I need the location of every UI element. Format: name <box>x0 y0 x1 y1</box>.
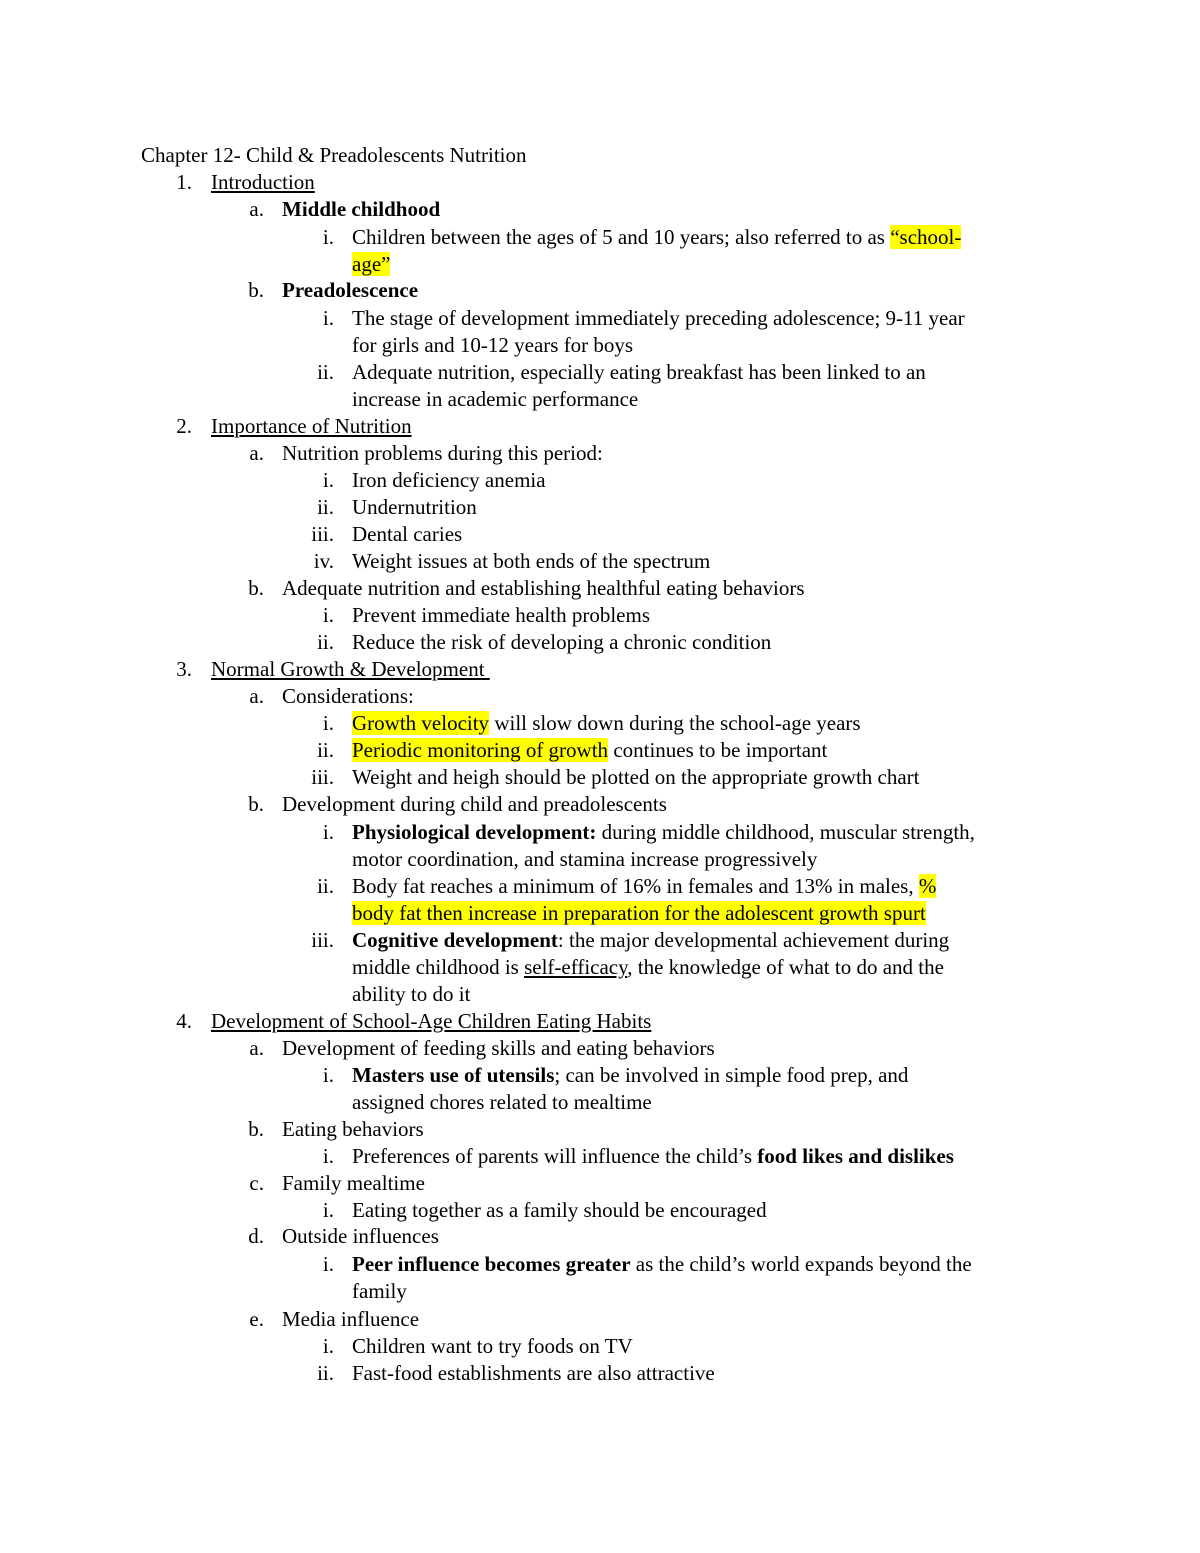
item-line: increase in academic performance <box>352 387 639 411</box>
list-item: Eating together as a family should be encouraged <box>352 1198 767 1222</box>
list-marker: i. <box>322 1198 334 1222</box>
item-text: Children between the ages of 5 and 10 years; also referred to as <box>352 225 891 249</box>
list-item <box>352 359 926 413</box>
item-text: ; can be involved in simple food prep, and <box>554 1063 909 1087</box>
list-marker: i. <box>322 1063 334 1087</box>
section-heading-normal-growth: Normal Growth & Development <box>211 657 490 681</box>
subheading: Development during child and preadolescents <box>282 792 667 816</box>
document-title: Chapter 12- Child & Preadolescents Nutrition <box>141 143 527 167</box>
list-item <box>352 1143 954 1170</box>
list-item: Iron deficiency anemia <box>352 468 546 492</box>
underlined-term: self-efficacy <box>524 955 628 979</box>
section-heading-importance-of-nutrition: Importance of Nutrition <box>211 414 412 438</box>
subheading: Development of feeding skills and eating behaviors <box>282 1036 715 1060</box>
list-item <box>352 224 961 278</box>
highlighted-text: body fat then increase in preparation for the adolescent growth spurt <box>352 901 926 925</box>
list-marker: i. <box>322 820 334 844</box>
list-marker: i. <box>322 1144 334 1168</box>
list-marker: ii. <box>317 874 334 898</box>
subheading-middle-childhood: Middle childhood <box>282 197 441 221</box>
list-item <box>352 710 861 737</box>
list-marker: a. <box>249 1036 264 1060</box>
list-marker: i. <box>322 603 334 627</box>
item-text: will slow down during the school-age years <box>489 711 861 735</box>
subheading: Media influence <box>282 1307 420 1331</box>
section-heading-eating-habits: Development of School-Age Children Eating Habits <box>211 1009 652 1033</box>
item-text: as the child’s world expands beyond the <box>630 1252 972 1276</box>
item-text: middle childhood is <box>352 955 525 979</box>
item-line: for girls and 10-12 years for boys <box>352 333 634 357</box>
list-marker: 3. <box>176 657 192 681</box>
bold-term: Masters use of utensils <box>352 1063 555 1087</box>
list-item <box>352 927 949 1008</box>
highlighted-text: age” <box>352 252 391 276</box>
highlighted-text: % <box>918 874 937 898</box>
list-marker: ii. <box>317 738 334 762</box>
item-text: , the knowledge of what to do and the <box>627 955 944 979</box>
list-marker: a. <box>249 441 264 465</box>
list-item <box>352 737 827 764</box>
subheading: Outside influences <box>282 1224 439 1248</box>
item-text: continues to be important <box>608 738 828 762</box>
list-item: Dental caries <box>352 522 463 546</box>
bold-term: Physiological development: <box>352 820 597 844</box>
list-marker: iii. <box>311 928 334 952</box>
list-item <box>352 305 965 359</box>
list-marker: i. <box>322 1334 334 1358</box>
item-line: family <box>352 1279 407 1303</box>
item-line: ability to do it <box>352 982 471 1006</box>
item-line: Adequate nutrition, especially eating breakfast has been linked to an <box>352 360 926 384</box>
list-item: Weight and heigh should be plotted on the appropriate growth chart <box>352 765 920 789</box>
subheading: Adequate nutrition and establishing healthful eating behaviors <box>282 576 805 600</box>
list-marker: iv. <box>313 549 334 573</box>
subheading: Considerations: <box>282 684 414 708</box>
list-marker: 1. <box>176 170 192 194</box>
section-heading-introduction: Introduction <box>211 170 315 194</box>
highlighted-text: Growth velocity <box>352 711 490 735</box>
item-line: The stage of development immediately preceding adolescence; 9-11 year <box>352 306 965 330</box>
item-text: Body fat reaches a minimum of 16% in females and 13% in males, <box>352 874 919 898</box>
bold-term: Peer influence becomes greater <box>352 1252 631 1276</box>
list-marker: b. <box>248 278 264 302</box>
list-marker: d. <box>248 1224 264 1248</box>
list-marker: a. <box>249 684 264 708</box>
list-marker: 2. <box>176 414 192 438</box>
list-marker: ii. <box>317 630 334 654</box>
list-marker: i. <box>322 711 334 735</box>
list-marker: i. <box>322 225 334 249</box>
bold-term: food likes and dislikes <box>757 1144 954 1168</box>
item-line: motor coordination, and stamina increase progressively <box>352 847 818 871</box>
list-marker: i. <box>322 306 334 330</box>
list-marker: i. <box>322 1252 334 1276</box>
list-marker: ii. <box>317 495 334 519</box>
list-marker: c. <box>249 1171 264 1195</box>
list-marker: iii. <box>311 522 334 546</box>
list-item: Weight issues at both ends of the spectrum <box>352 549 711 573</box>
list-marker: b. <box>248 576 264 600</box>
list-marker: b. <box>248 792 264 816</box>
list-marker: iii. <box>311 765 334 789</box>
list-item: Children want to try foods on TV <box>352 1334 633 1358</box>
subheading-preadolescence: Preadolescence <box>282 278 419 302</box>
subheading: Family mealtime <box>282 1171 425 1195</box>
item-text: : the major developmental achievement during <box>557 928 950 952</box>
list-item <box>352 1062 908 1116</box>
highlighted-text: Periodic monitoring of growth <box>352 738 609 762</box>
list-item <box>352 1251 972 1305</box>
subheading: Nutrition problems during this period: <box>282 441 603 465</box>
list-marker: 4. <box>176 1009 192 1033</box>
list-marker: i. <box>322 468 334 492</box>
list-marker: ii. <box>317 360 334 384</box>
list-marker: e. <box>249 1307 264 1331</box>
list-item <box>352 819 975 873</box>
list-marker: ii. <box>317 1361 334 1385</box>
item-line: assigned chores related to mealtime <box>352 1090 652 1114</box>
item-text: Preferences of parents will influence the child’s <box>352 1144 758 1168</box>
list-item: Prevent immediate health problems <box>352 603 650 627</box>
list-marker: a. <box>249 197 264 221</box>
highlighted-text: “school- <box>890 225 962 249</box>
list-marker: b. <box>248 1117 264 1141</box>
list-item: Undernutrition <box>352 495 477 519</box>
list-item: Fast-food establishments are also attractive <box>352 1361 715 1385</box>
list-item: Reduce the risk of developing a chronic condition <box>352 630 772 654</box>
subheading: Eating behaviors <box>282 1117 424 1141</box>
item-text: during middle childhood, muscular strength, <box>596 820 975 844</box>
list-item <box>352 873 936 927</box>
bold-term: Cognitive development <box>352 928 558 952</box>
